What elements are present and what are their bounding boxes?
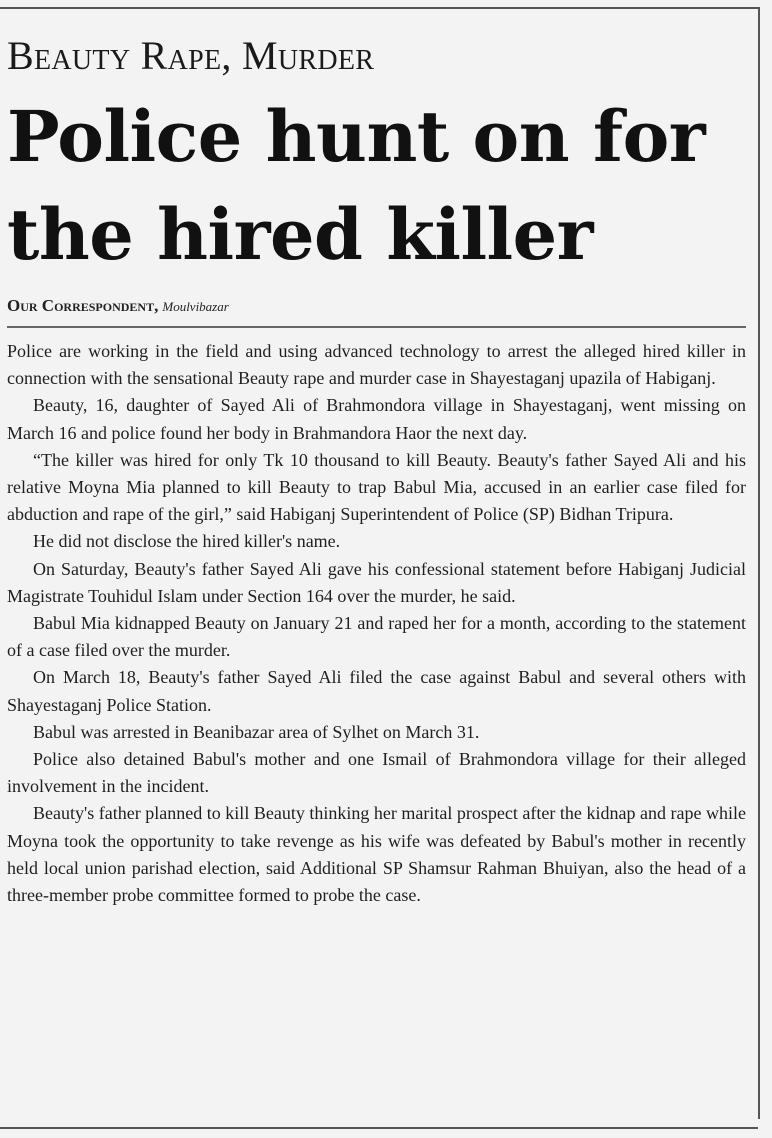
top-rule	[0, 7, 758, 9]
article-paragraph: Babul was arrested in Beanibazar area of Sylhet on March 31.	[33, 721, 480, 742]
article-body	[7, 338, 746, 909]
article-paragraph: He did not disclose the hired killer's name.	[33, 531, 341, 552]
article-paragraph: “The killer was hired for only Tk 10 thousand to kill Beauty. Beauty's father Sayed Ali and his relative Moyna Mia planned to kill Beauty to trap Babul Mia, accused in an earlier case filed for abduction and rape of the girl,” said Habiganj Superintendent of Police (SP) Bidhan Tripura.	[7, 449, 746, 525]
bottom-rule	[0, 1127, 758, 1129]
article-paragraph: Police also detained Babul's mother and one Ismail of Brahmondora village for their alleged involvement in the incident.	[7, 749, 746, 797]
byline-location: Moulvibazar	[162, 299, 229, 314]
article-headline: Police hunt on for the hired killer	[7, 95, 706, 276]
right-rule	[758, 7, 760, 1119]
article-paragraph: On March 18, Beauty's father Sayed Ali filed the case against Babul and several others with Shayestaganj Police Station.	[7, 667, 746, 715]
article-paragraph: Beauty's father planned to kill Beauty thinking her marital prospect after the kidnap and rape while Moyna took the opportunity to take revenge as his wife was defeated by Babul's mother in recently held local union parishad election, said Additional SP Shamsur Rahman Bhuiyan, also the head of a three-member probe committee formed to probe the case.	[7, 803, 746, 906]
article-kicker: Beauty Rape, Murder	[7, 33, 375, 78]
article-paragraph: Babul Mia kidnapped Beauty on January 21 and raped her for a month, according to the statement of a case filed over the murder.	[7, 613, 746, 661]
article-paragraph: On Saturday, Beauty's father Sayed Ali gave his confessional statement before Habiganj Judicial Magistrate Touhidul Islam under Section 164 over the murder, he said.	[7, 558, 746, 606]
byline-rule	[7, 326, 746, 328]
article-byline	[7, 296, 229, 317]
article-paragraph: Police are working in the field and using advanced technology to arrest the alleged hired killer in connection with the sensational Beauty rape and murder case in Shayestaganj upazila of Habiganj.	[7, 341, 746, 389]
byline-author: Our Correspondent,	[7, 296, 159, 315]
article-paragraph: Beauty, 16, daughter of Sayed Ali of Brahmondora village in Shayestaganj, went missing on March 16 and police found her body in Brahmandora Haor the next day.	[7, 395, 746, 443]
